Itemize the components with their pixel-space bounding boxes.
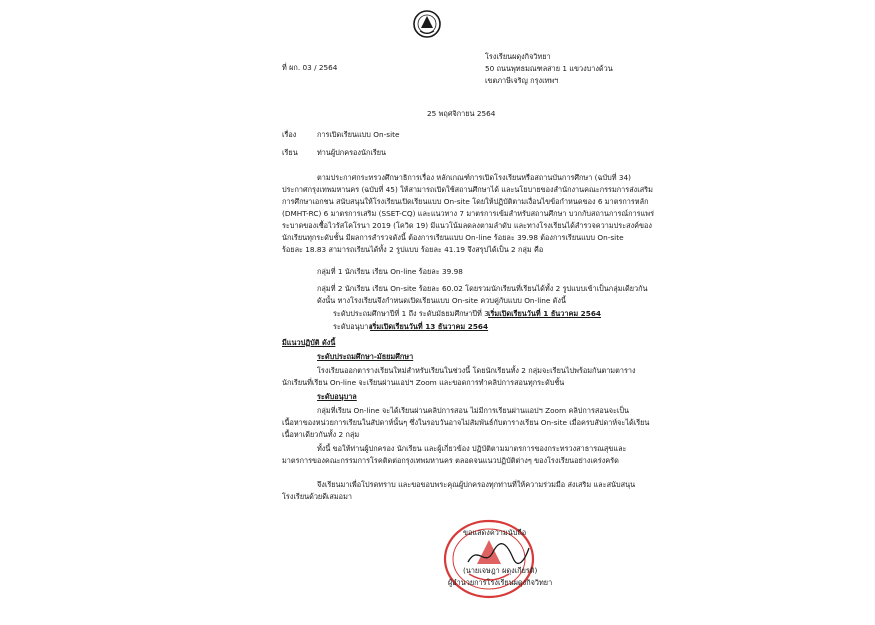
regards-text: ขอแสดงความนับถือ [463,528,527,537]
subject-label: เรื่อง [282,130,297,139]
level-primary-date: เริ่มเปิดเรียนวันที่ 1 ธันวาคม 2564 [488,309,601,318]
primary-section-text: โรงเรียนออกตารางเรียนใหม่สำหรับเรียนในช่วงนี้ โดยนักเรียนทั้ง 2 กลุ่มจะเรียนไปพร้อมกันตามตาราง [317,366,636,375]
group-2-text: กลุ่มที่ 2 นักเรียน เรียน On-site ร้อยละ 60.02 โดยรวมนักเรียนที่เรียนได้ทั้ง 2 รูปแบบเข้าเป็นกลุ่มเดียวกัน [317,284,648,293]
letter-date: 25 พฤศจิกายน 2564 [427,109,496,118]
salutation-text: ท่านผู้ปกครองนักเรียน [317,148,387,157]
level-primary-label: ระดับประถมศึกษาปีที่ 1 ถึง ระดับมัธยมศึกษาปีที่ 3 [333,309,489,318]
kinder-section-text: เนื้อหาเดียวกันทั้ง 2 กลุ่ม [282,430,360,439]
level-kinder-label: ระดับอนุบาล [333,322,373,331]
guideline-heading: มีแนวปฏิบัติ ดังนี้ [282,338,336,347]
body-line: ตามประกาศกระทรวงศึกษาธิการเรื่อง หลักเกณฑ์การเปิดโรงเรียนหรือสถานบันการศึกษา (ฉบับที่ 34) [317,173,631,182]
signer-title: ผู้อำนวยการโรงเรียนผดุงกิจวิทยา [448,578,553,587]
compliance-text: มาตรการของคณะกรรมการโรคติดต่อกรุงเทพมหานคร ตลอดจนแนวปฏิบัติต่างๆ ของโรงเรียนอย่างเคร่งครัด [282,456,619,465]
reference-number: ที่ ผก. 03 / 2564 [282,63,338,72]
primary-section-text: นักเรียนที่เรียน On-line จะเรียนผ่านแอปฯ Zoom และขอดการทำคลิปการสอนทุกระดับชั้น [282,378,565,387]
primary-section-heading: ระดับประถมศึกษา-มัธยมศึกษา [317,352,414,361]
signer-name: (นายเจษฎา ผดุงเกียรติ) [463,566,538,575]
salutation-label: เรียน [282,148,298,157]
sender-name: โรงเรียนผดุงกิจวิทยา [485,52,551,61]
body-line: นักเรียนทุกระดับชั้น มีผลการสำรวจดังนี้ ต้องการเรียนแบบ On-line ร้อยละ 39.98 ต้องการเรียนแบบ On-site [282,233,624,242]
closing-text: จึงเรียนมาเพื่อโปรดทราบ และขอขอบพระคุณผู้ปกครองทุกท่านที่ให้ความร่วมมือ ส่งเสริม และสนับสนุน [317,480,636,489]
body-line: (DMHT-RC) 6 มาตรการเสริม (SSET-CQ) และแนวทาง 7 มาตรการเข้มสำหรับสถานศึกษา บวกกับสถานการณ์การแพร่ [282,209,655,218]
group-1-text: กลุ่มที่ 1 นักเรียน เรียน On-line ร้อยละ 39.98 [317,267,463,276]
kinder-section-text: กลุ่มที่เรียน On-line จะได้เรียนผ่านคลิปการสอน ไม่มีการเรียนผ่านแอปฯ Zoom คลิปการสอนจะเป็น [317,406,630,415]
body-line: ประกาศกรุงเทพมหานคร (ฉบับที่ 45) ให้สามารถเปิดใช้สถานศึกษาได้ และนโยบายของสำนักงานคณะกรรมการส่งเสริม [282,185,653,194]
sender-address-2: เขตภาษีเจริญ กรุงเทพฯ [485,76,559,85]
compliance-text: ทั้งนี้ ขอให้ท่านผู้ปกครอง นักเรียน และผู้เกี่ยวข้อง ปฏิบัติตามมาตรการของกระทรวงสาธารณสุขและ [317,444,627,453]
kinder-section-text: เนื้อหาของหน่วยการเรียนในสัปดาห์นั้นๆ ซึ่งในรอบวันอาจไม่สัมพันธ์กับตารางเรียน On-site เมื่อครบสัปดาห์จะได้เรียน [282,418,650,427]
sender-address-1: 50 ถนนพุทธมณฑลสาย 1 แขวงบางด้วน [485,64,613,73]
body-line: การศึกษาเอกชน สนับสนุนให้โรงเรียนเปิดเรียนแบบ On-site โดยให้ปฏิบัติตามเงื่อนไขข้อกำหนดของ 6 มาตรการหลัก [282,197,649,206]
school-emblem-icon [412,8,442,40]
closing-text: โรงเรียนด้วยดีเสมอมา [282,492,352,501]
body-line: ร้อยละ 18.83 สามารถเรียนได้ทั้ง 2 รูปแบบ ร้อยละ 41.19 จึงสรุปได้เป็น 2 กลุ่ม คือ [282,245,544,254]
level-kinder-date: เริ่มเปิดเรียนวันที่ 13 ธันวาคม 2564 [370,322,489,331]
subject-text: การเปิดเรียนแบบ On-site [317,130,400,139]
group-2-text-cont: ดังนั้น ทางโรงเรียนจึงกำหนดเปิดเรียนแบบ On-site ควบคู่กับแบบ On-line ดังนี้ [317,296,566,305]
kinder-section-heading: ระดับอนุบาล [317,392,357,401]
body-line: ระบาดของเชื้อไวรัสโคโรนา 2019 (โควิด 19) มีแนวโน้มลดลงตามลำดับ และทางโรงเรียนได้สำรวจความประสงค์ของ [282,221,652,230]
